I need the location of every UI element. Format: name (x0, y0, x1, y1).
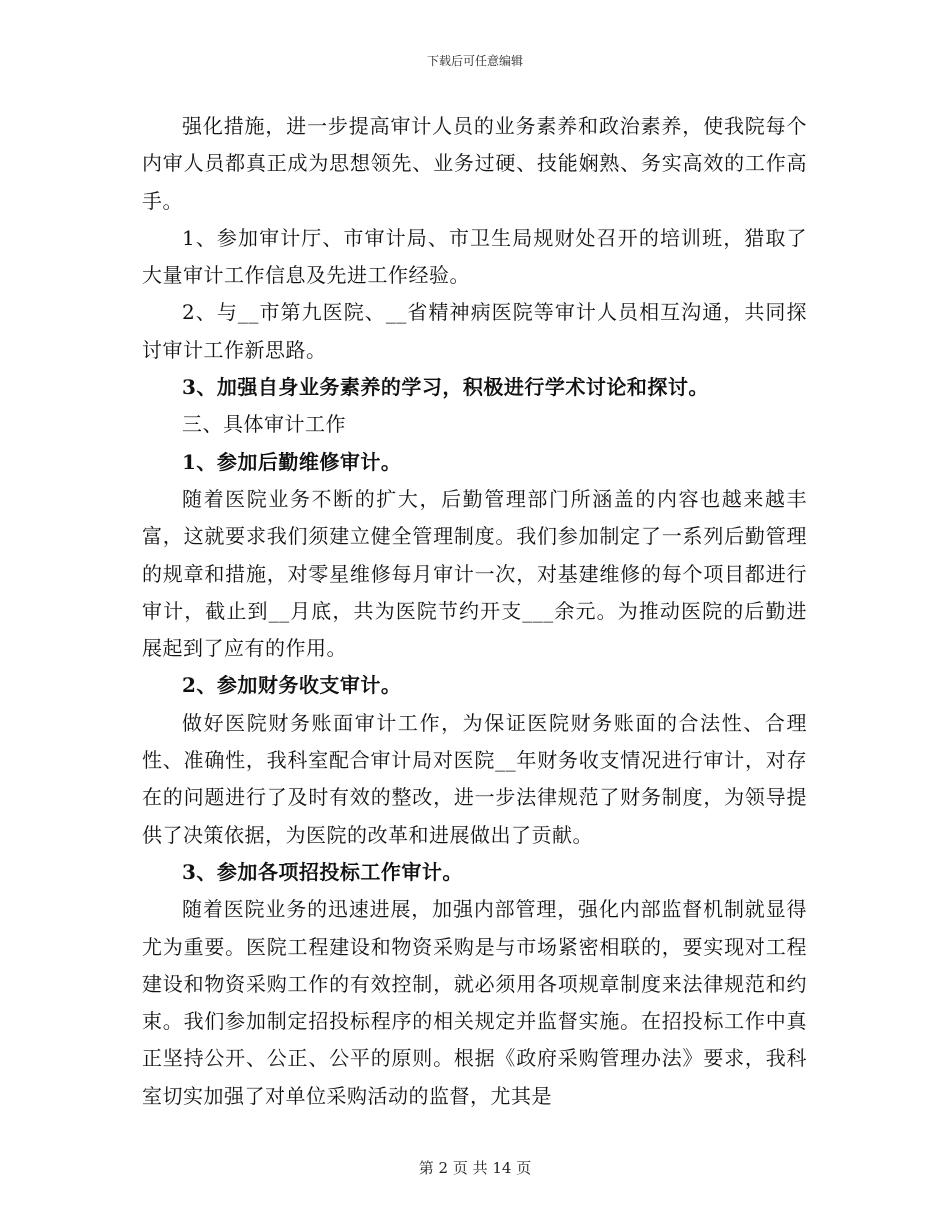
paragraph: 1、参加审计厅、市审计局、市卫生局规财处召开的培训班，猎取了大量审计工作信息及先进工作经验。 (142, 225, 807, 288)
bold-heading: 2、参加财务收支审计。 (182, 673, 402, 698)
bold-heading: 3、参加各项招投标工作审计。 (182, 859, 463, 884)
page-header: 下载后可任意编辑 (426, 54, 523, 68)
bold-heading: 1、参加后勤维修审计。 (182, 449, 402, 474)
paragraph: 随着医院业务的迅速进展，加强内部管理，强化内部监督机制就显得尤为重要。医院工程建设和物资采购是与市场紧密相联的，要实现对工程建设和物资采购工作的有效控制，就必须用各项规章制度来法律规范和约束。我们参加制定招投标程序的相关规定并监督实施。在招投标工作中真正坚持公开、公正、公平的原则。根据《政府采购管理办法》要求，我科室切实加强了对单位采购活动的监督，尤其是 (142, 897, 807, 1108)
paragraph: 做好医院财务账面审计工作，为保证医院财务账面的合法性、合理性、准确性，我科室配合审计局对医院__年财务收支情况进行审计，对存在的问题进行了及时有效的整改，进一步法律规范了财务制度，为领导提供了决策依据，为医院的改革和进展做出了贡献。 (142, 710, 807, 847)
document-body (142, 108, 807, 1115)
paragraph: 2、与__市第九医院、__省精神病医院等审计人员相互沟通，共同探讨审计工作新思路。 (142, 300, 807, 362)
page-footer: 第 2 页 共 14 页 (418, 1159, 532, 1177)
paragraph: 随着医院业务不断的扩大，后勤管理部门所涵盖的内容也越来越丰富，这就要求我们须建立健全管理制度。我们参加制定了一系列后勤管理的规章和措施，对零星维修每月审计一次，对基建维修的每个项目都进行审计，截止到__月底，共为医院节约开支___余元。为推动医院的后勤进展起到了应有的作用。 (142, 486, 807, 661)
bold-heading: 3、加强自身业务素养的学习，积极进行学术讨论和探讨。 (182, 375, 709, 400)
paragraph: 强化措施，进一步提高审计人员的业务素养和政治素养，使我院每个内审人员都真正成为思想领先、业务过硬、技能娴熟、务实高效的工作高手。 (142, 114, 807, 213)
section-heading: 三、具体审计工作 (182, 412, 346, 437)
